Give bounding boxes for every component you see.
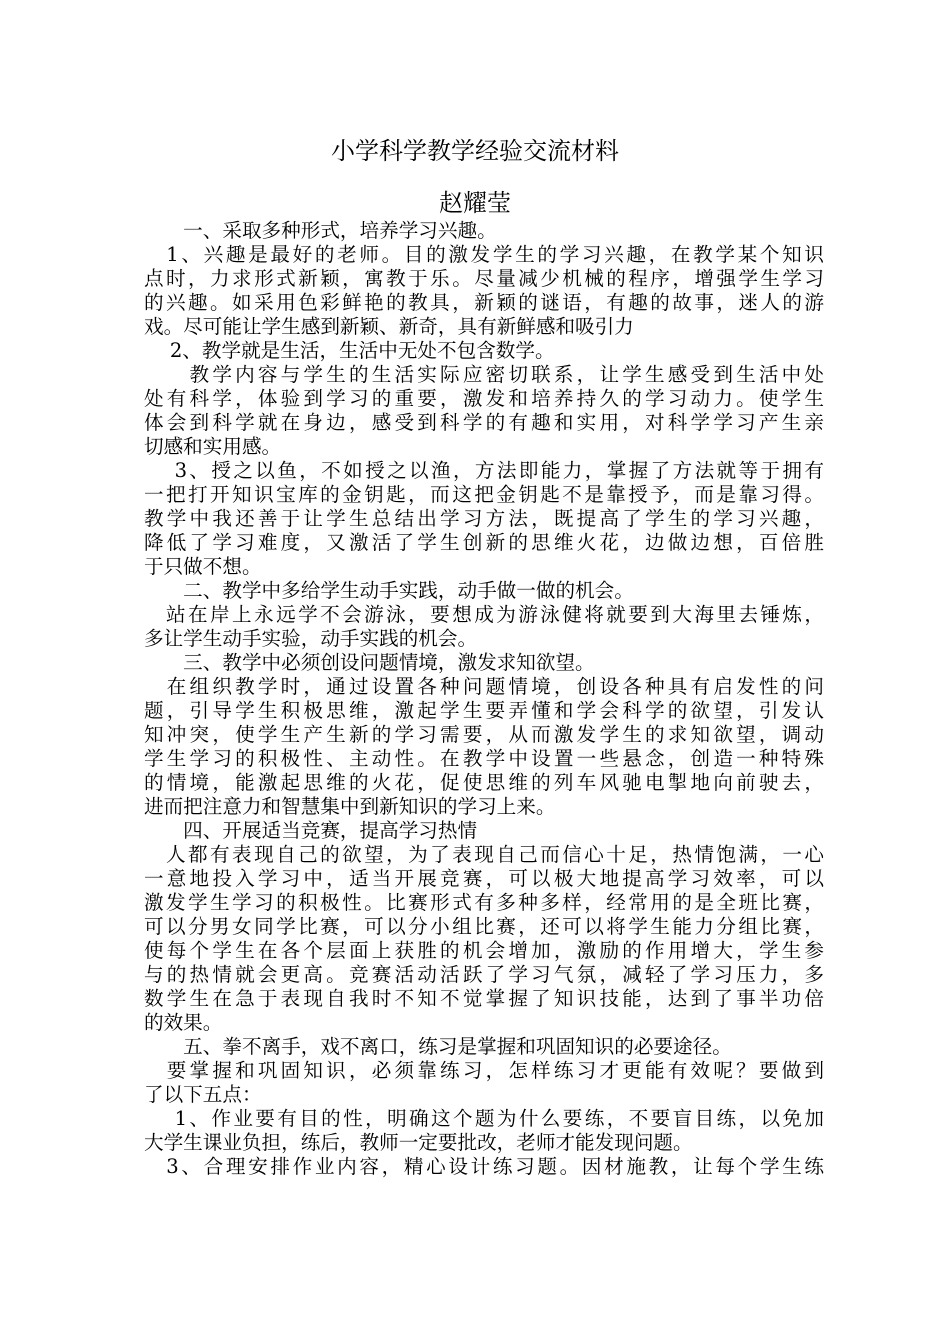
body-text-line: 一把打开知识宝库的金钥匙，而这把金钥匙不是靠授予，而是靠习得。	[144, 483, 824, 506]
body-text-line: 处有科学，体验到学习的重要，激发和培养持久的学习动力。使学生	[144, 387, 824, 410]
body-text-line: 3、合理安排作业内容，精心设计练习题。因材施教，让每个学生练	[144, 1155, 824, 1178]
body-text-line: 2、教学就是生活，生活中无处不包含数学。	[144, 339, 555, 362]
document-author: 赵耀莹	[439, 189, 511, 217]
body-text-line: 激发学生学习的积极性。比赛形式有多种多样，经常用的是全班比赛，	[144, 891, 824, 914]
body-text-line: 知冲突，使学生产生新的学习需要，从而激发学生的求知欲望，调动	[144, 723, 824, 746]
body-text-line: 在组织教学时，通过设置各种问题情境，创设各种具有启发性的问	[144, 675, 824, 698]
body-text-line: 点时，力求形式新颖，寓教于乐。尽量减少机械的程序，增强学生学习	[144, 267, 824, 290]
document-body	[144, 219, 824, 1179]
document-title: 小学科学教学经验交流材料	[331, 137, 619, 165]
body-text-line: 人都有表现自己的欲望，为了表现自己而信心十足，热情饱满，一心	[144, 843, 824, 866]
body-text-line: 体会到科学就在身边，感受到科学的有趣和实用，对科学学习产生亲	[144, 411, 824, 434]
body-text-line: 二、教学中多给学生动手实践，动手做一做的机会。	[144, 579, 634, 602]
body-text-line: 可以分男女同学比赛，可以分小组比赛，还可以将学生能力分组比赛，	[144, 915, 824, 938]
body-text-line: 站在岸上永远学不会游泳，要想成为游泳健将就要到大海里去锤炼，	[144, 603, 824, 626]
body-text-line: 一、采取多种形式，培养学习兴趣。	[144, 219, 497, 242]
body-text-line: 一意地投入学习中，适当开展竞赛，可以极大地提高学习效率，可以	[144, 867, 824, 890]
body-text-line: 教学中我还善于让学生总结出学习方法，既提高了学生的学习兴趣，	[144, 507, 824, 530]
body-text-line: 要掌握和巩固知识，必须靠练习，怎样练习才更能有效呢？要做到	[144, 1059, 824, 1082]
body-text-line: 四、开展适当竞赛，提高学习热情	[144, 819, 478, 842]
body-text-line: 1、兴趣是最好的老师。目的激发学生的学习兴趣，在教学某个知识	[144, 243, 824, 266]
body-text-line: 的情境，能激起思维的火花，促使思维的列车风驰电掣地向前驶去，	[144, 771, 824, 794]
body-text-line: 教学内容与学生的生活实际应密切联系，让学生感受到生活中处	[144, 363, 824, 386]
body-text-line: 的兴趣。如采用色彩鲜艳的教具，新颖的谜语，有趣的故事，迷人的游	[144, 291, 824, 314]
body-text-line: 于只做不想。	[144, 555, 262, 578]
body-text-line: 题，引导学生积极思维，激起学生要弄懂和学会科学的欲望，引发认	[144, 699, 824, 722]
body-text-line: 1、作业要有目的性，明确这个题为什么要练，不要盲目练，以免加	[144, 1107, 824, 1130]
body-text-line: 进而把注意力和智慧集中到新知识的学习上来。	[144, 795, 556, 818]
body-text-line: 三、教学中必须创设问题情境，激发求知欲望。	[144, 651, 595, 674]
body-text-line: 大学生课业负担，练后，教师一定要批改，老师才能发现问题。	[144, 1131, 693, 1154]
body-text-line: 切感和实用感。	[144, 435, 282, 458]
body-text-line: 降低了学习难度，又激活了学生创新的思维火花，边做边想，百倍胜	[144, 531, 824, 554]
body-text-line: 数学生在急于表现自我时不知不觉掌握了知识技能，达到了事半功倍	[144, 987, 824, 1010]
body-text-line: 学生学习的积极性、主动性。在教学中设置一些悬念，创造一种特殊	[144, 747, 824, 770]
body-text-line: 多让学生动手实验，动手实践的机会。	[144, 627, 478, 650]
body-text-line: 戏。尽可能让学生感到新颖、新奇，具有新鲜感和吸引力	[144, 315, 634, 338]
body-text-line: 3、授之以鱼，不如授之以渔，方法即能力，掌握了方法就等于拥有	[144, 459, 824, 482]
body-text-line: 使每个学生在各个层面上获胜的机会增加，激励的作用增大，学生参	[144, 939, 824, 962]
body-text-line: 五、拳不离手，戏不离口，练习是掌握和巩固知识的必要途径。	[144, 1035, 732, 1058]
body-text-line: 与的热情就会更高。竞赛活动活跃了学习气氛，减轻了学习压力，多	[144, 963, 824, 986]
body-text-line: 了以下五点：	[144, 1083, 262, 1106]
body-text-line: 的效果。	[144, 1011, 223, 1034]
